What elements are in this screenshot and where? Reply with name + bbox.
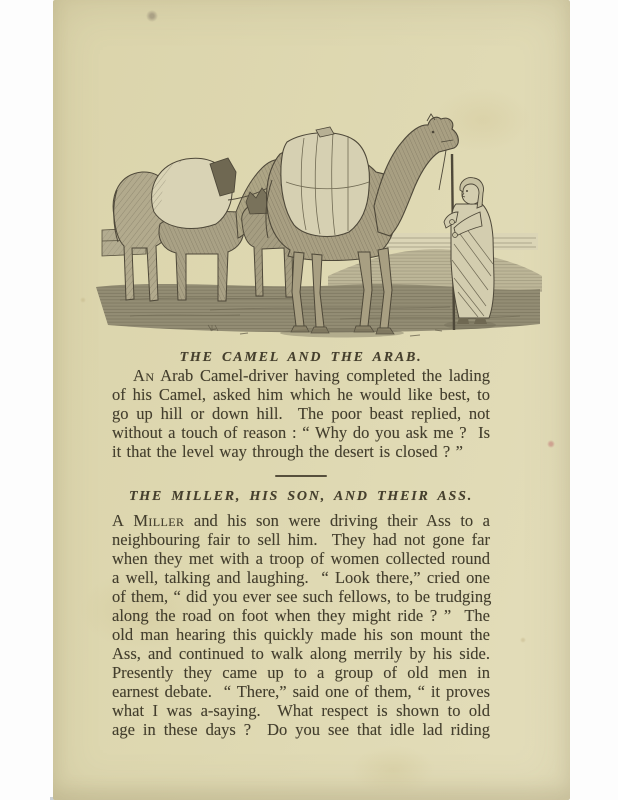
text-line: when they met with a troop of women collected round xyxy=(112,549,490,568)
text-line: age in these days ? Do you see that idle lad riding xyxy=(112,720,490,739)
text-line: it that the level way through the desert is closed ? ” xyxy=(112,442,463,461)
text-line: without a touch of reason : “ Why do you ask me ? Is xyxy=(112,423,490,442)
text-line: of his Camel, asked him which he would like best, to xyxy=(112,385,490,404)
line-text: and his son were driving their Ass to a xyxy=(184,511,490,530)
text-line: along the road on foot when they might ride ? ” The xyxy=(112,606,490,625)
text-line xyxy=(112,511,490,530)
text-line: neighbouring fair to sell him. They had not gone far xyxy=(112,530,490,549)
text-line: of them, “ did you ever see such fellows, to be trudging xyxy=(112,587,492,606)
text-line: old man hearing this quickly made his son mount the xyxy=(112,625,490,644)
lead-in-word: A Miller xyxy=(112,511,185,530)
fable-text-camel-and-arab xyxy=(112,366,490,461)
text-line xyxy=(112,366,490,385)
book-page xyxy=(53,0,570,800)
text-line: a well, talking and laughing. “ Look there,” cried one xyxy=(112,568,490,587)
section-divider xyxy=(275,475,327,477)
fable-title-miller-son-ass: THE MILLER, HIS SON, AND THEIR ASS. xyxy=(128,489,474,504)
lead-in-word: An xyxy=(133,366,155,385)
text-line: go up hill or down hill. The poor beast replied, not xyxy=(112,404,490,423)
fable-title-camel-and-arab: THE CAMEL AND THE ARAB. xyxy=(179,350,423,365)
text-line: Presently they came up to a group of old men in xyxy=(112,663,490,682)
line-text: Arab Camel-driver having completed the lading xyxy=(154,366,490,385)
fable-text-miller-son-ass xyxy=(112,511,490,739)
engraving-svg xyxy=(90,93,545,345)
text-line: earnest debate. “ There,” said one of them, “ it proves xyxy=(112,682,490,701)
text-line: Ass, and continued to walk along merrily by his side. xyxy=(112,644,490,663)
text-line: what I was a-saying. What respect is shown to old xyxy=(112,701,490,720)
camel-caravan-engraving xyxy=(90,93,545,345)
